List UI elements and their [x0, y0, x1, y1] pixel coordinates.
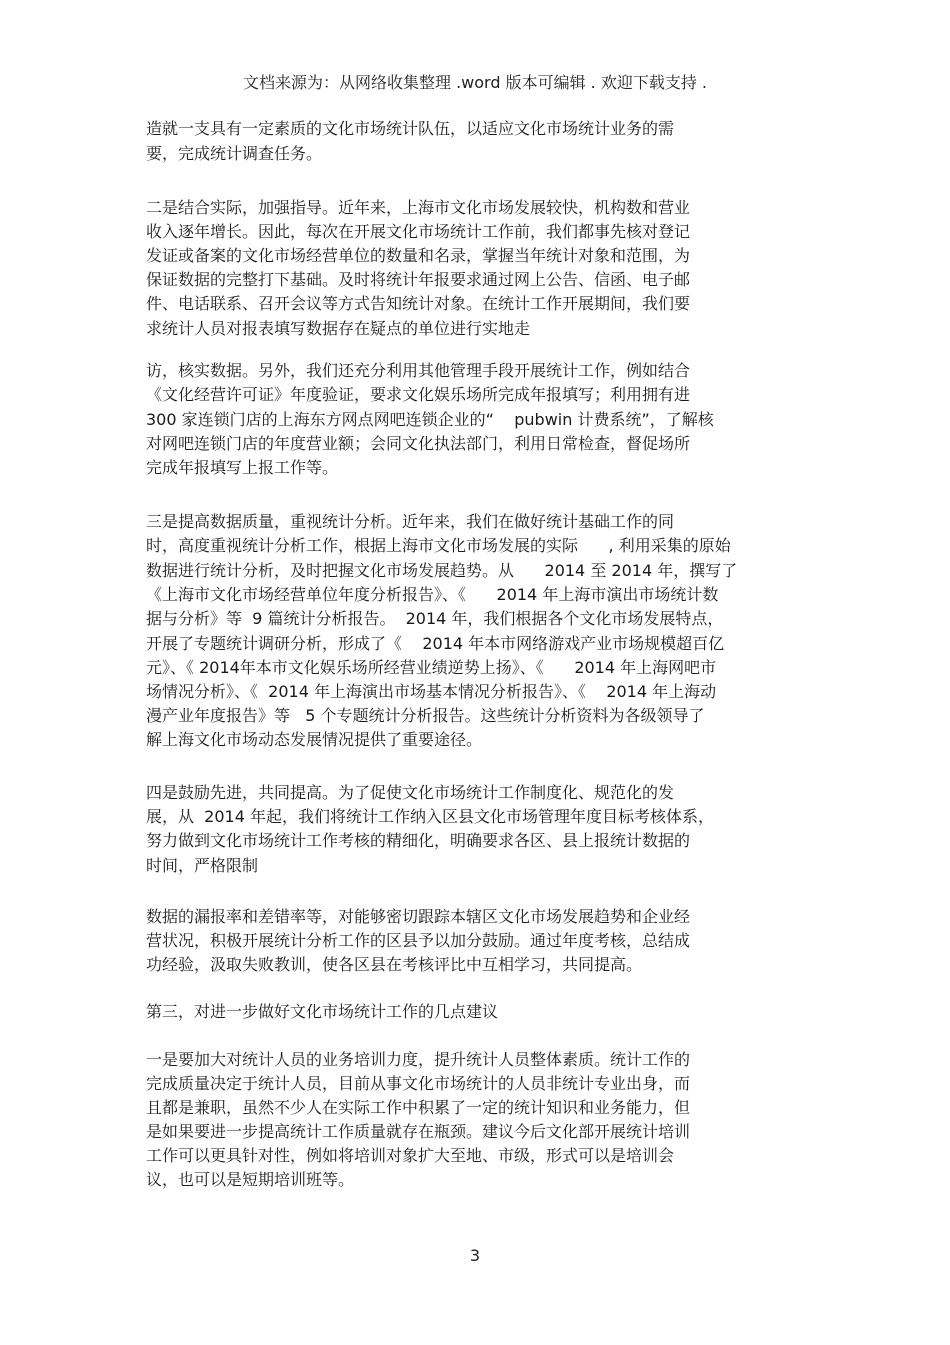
text-line: 据与分析》等 9 篇统计分析报告。 2014 年，我们根据各个文化市场发展特点， — [146, 609, 724, 628]
text-line: 二是结合实际，加强指导。近年来，上海市文化市场发展较快，机构数和营业 — [146, 198, 691, 217]
text-line: 时，高度重视统计分析工作，根据上海市文化市场发展的实际 , 利用采集的原始 — [146, 536, 731, 555]
text-line: 工作可以更具针对性，例如将培训对象扩大至地、市级，形式可以是培训会 — [146, 1146, 675, 1165]
text-line: 要，完成统计调查任务。 — [146, 144, 323, 163]
page-number: 3 — [469, 1246, 481, 1265]
text-line: 解上海文化市场动态发展情况提供了重要途径。 — [146, 730, 483, 749]
text-line: 且都是兼职，虽然不少人在实际工作中积累了一定的统计知识和业务能力，但 — [146, 1098, 691, 1117]
text-line: 对网吧连锁门店的年度营业额；会同文化执法部门，利用日常检查，督促场所 — [146, 434, 691, 453]
page-header: 文档来源为：从网络收集整理 .word 版本可编辑 . 欢迎下载支持 . — [242, 73, 708, 92]
text-line: 件、电话联系、召开会议等方式告知统计对象。在统计工作开展期间，我们要 — [146, 294, 691, 313]
text-line: 数据进行统计分析，及时把握文化市场发展趋势。从 2014 至 2014 年，撰写了 — [146, 561, 738, 580]
text-line: 造就一支具有一定素质的文化市场统计队伍，以适应文化市场统计业务的需 — [146, 119, 675, 138]
text-line: 时间，严格限制 — [146, 856, 259, 875]
text-line: 《文化经营许可证》年度验证，要求文化娱乐场所完成年报填写；利用拥有进 — [146, 385, 691, 404]
text-line: 元》、《 2014年本市文化娱乐场所经营业绩逆势上扬》、《 2014 年上海网吧市 — [146, 658, 717, 677]
text-line: 求统计人员对报表填写数据存在疑点的单位进行实地走 — [146, 319, 531, 338]
text-line: 四是鼓励先进，共同提高。为了促使文化市场统计工作制度化、规范化的发 — [146, 783, 675, 802]
text-line: 一是要加大对统计人员的业务培训力度，提升统计人员整体素质。统计工作的 — [146, 1050, 691, 1069]
text-line: 议，也可以是短期培训班等。 — [146, 1170, 355, 1189]
text-line: 三是提高数据质量，重视统计分析。近年来，我们在做好统计基础工作的同 — [146, 512, 675, 531]
text-line: 漫产业年度报告》等 5 个专题统计分析报告。这些统计分析资料为各级领导了 — [146, 706, 705, 725]
text-line: 功经验，汲取失败教训，使各区县在考核评比中互相学习，共同提高。 — [146, 955, 643, 974]
text-line: 完成质量决定于统计人员，目前从事文化市场统计的人员非统计专业出身，而 — [146, 1074, 691, 1093]
text-line: 收入逐年增长。因此，每次在开展文化市场统计工作前，我们都事先核对登记 — [146, 222, 691, 241]
text-line: 展，从 2014 年起，我们将统计工作纳入区县文化市场管理年度目标考核体系， — [146, 807, 714, 826]
text-line: 开展了专题统计调研分析，形成了《 2014 年本市网络游戏产业市场规模超百亿 — [146, 634, 725, 653]
text-line: 300 家连锁门店的上海东方网点网吧连锁企业的“ pubwin 计费系统”，了解核 — [146, 410, 714, 429]
text-line: 访，核实数据。另外，我们还充分利用其他管理手段开展统计工作，例如结合 — [146, 361, 691, 380]
text-line: 是如果要进一步提高统计工作质量就存在瓶颈。建议今后文化部开展统计培训 — [146, 1122, 691, 1141]
text-line: 第三，对进一步做好文化市场统计工作的几点建议 — [146, 1002, 499, 1021]
text-line: 营状况，积极开展统计分析工作的区县予以加分鼓励。通过年度考核，总结成 — [146, 931, 691, 950]
text-line: 完成年报填写上报工作等。 — [146, 458, 339, 477]
text-line: 保证数据的完整打下基础。及时将统计年报要求通过网上公告、信函、电子邮 — [146, 270, 691, 289]
text-line: 发证或备案的文化市场经营单位的数量和名录，掌握当年统计对象和范围，为 — [146, 246, 691, 265]
text-line: 《上海市文化市场经营单位年度分析报告》、《 2014 年上海市演出市场统计数 — [146, 585, 719, 604]
text-line: 数据的漏报率和差错率等，对能够密切跟踪本辖区文化市场发展趋势和企业经 — [146, 907, 691, 926]
text-line: 努力做到文化市场统计工作考核的精细化，明确要求各区、县上报统计数据的 — [146, 831, 691, 850]
text-line: 场情况分析》、《 2014 年上海演出市场基本情况分析报告》、《 2014 年上海动 — [146, 682, 717, 701]
